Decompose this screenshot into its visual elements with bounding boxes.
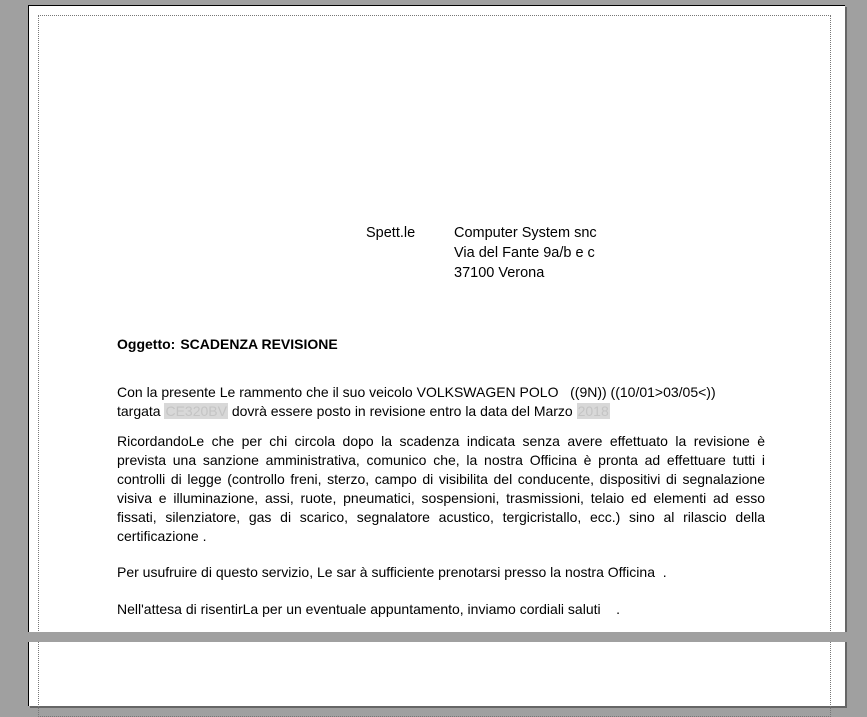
document-page: [28, 5, 845, 706]
viewer-background: [0, 632, 867, 642]
subject-line: [117, 335, 338, 353]
booking-paragraph: Per usufruire di questo servizio, Le sar à sufficiente prenotarsi presso la nostra Officina .: [117, 564, 667, 580]
subject-text: SCADENZA REVISIONE: [180, 336, 338, 352]
recipient-street: Via del Fante 9a/b e c: [454, 245, 595, 261]
recipient-name: Computer System snc: [454, 225, 597, 241]
intro-line-2-mid: dovrà essere posto in revisione entro la data del Marzo: [227, 403, 577, 419]
intro-line-2-start: targata: [117, 403, 165, 419]
subject-label: Oggetto:: [117, 336, 176, 352]
intro-paragraph: [117, 383, 765, 421]
warning-paragraph: RicordandoLe che per chi circola dopo la scadenza indicata senza avere effettuato la revisione è prevista una sanzione amministrativa, comunico che, la nostra Officina è pronta ad effettuare tutti i controlli di legge (controllo freni, sterzo, campo di visibilita del conducente, dispositivi di segnalazione visiva e illuminazione, assi, ruote, pneumatici, sospensioni, trasmissioni, telaio ed elementi ad esso fissati, silenziatore, gas di scarico, segnalatore acustico, tergicristallo, ecc.) sino al rilascio della certificazione .: [117, 433, 765, 544]
recipient-city: 37100 Verona: [454, 265, 545, 281]
closing-paragraph: Nell'attesa di risentirLa per un eventuale appuntamento, inviamo cordiali saluti .: [117, 601, 621, 617]
license-plate-redacted: CE320BV: [165, 403, 227, 419]
intro-line-1: Con la presente Le rammento che il suo veicolo VOLKSWAGEN POLO ((9N)) ((10/01>03/05<)): [117, 384, 716, 400]
recipient-salutation: Spett.le: [366, 225, 416, 241]
intro-line-2: [117, 402, 765, 421]
revision-year-redacted: 2018: [577, 403, 609, 419]
